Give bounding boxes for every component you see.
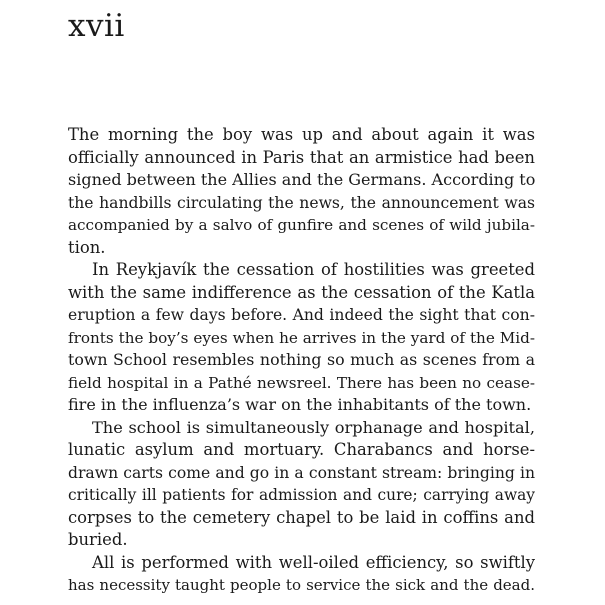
body-text — [68, 124, 535, 597]
text-line: tion. — [68, 237, 106, 257]
text-line: with the same indifference as the cessation of the Katla — [68, 282, 535, 302]
text-line: officially announced in Paris that an armistice had been — [68, 147, 535, 167]
chapter-number: xvii — [68, 8, 125, 44]
text-line: In Reykjavík the cessation of hostilities was greeted — [92, 260, 535, 279]
text-line: critically ill patients for admission and cure; carrying away — [68, 486, 535, 504]
text-line: The school is simultaneously orphanage and hospital, — [92, 417, 535, 437]
text-line: The morning the boy was up and about again it was — [68, 125, 535, 144]
text-line: accompanied by a salvo of gunfire and scenes of wild jubila- — [68, 216, 535, 234]
text-line: lunatic asylum and mortuary. Charabancs and horse- — [68, 440, 535, 459]
text-line: drawn carts come and go in a constant stream: bringing in — [68, 463, 535, 482]
text-line: corpses to the cemetery chapel to be laid in coffins and — [68, 507, 535, 527]
text-line: buried. — [68, 530, 128, 549]
text-line: signed between the Allies and the Germans. According to — [68, 170, 536, 189]
text-line: field hospital in a Pathé newsreel. There has been no cease- — [68, 373, 535, 392]
text-line: eruption a few days before. And indeed the sight that con- — [68, 306, 535, 324]
text-line: fire in the influenza’s war on the inhabitants of the town. — [68, 395, 532, 414]
text-line: fronts the boy’s eyes when he arrives in the yard of the Mid- — [68, 328, 535, 347]
text-line: All is performed with well-oiled efficiency, so swiftly — [92, 552, 535, 572]
text-line: has necessity taught people to service the sick and the dead. — [68, 576, 535, 594]
text-line: the handbills circulating the news, the announcement was — [68, 193, 535, 212]
text-line: town School resembles nothing so much as scenes from a — [68, 350, 535, 369]
